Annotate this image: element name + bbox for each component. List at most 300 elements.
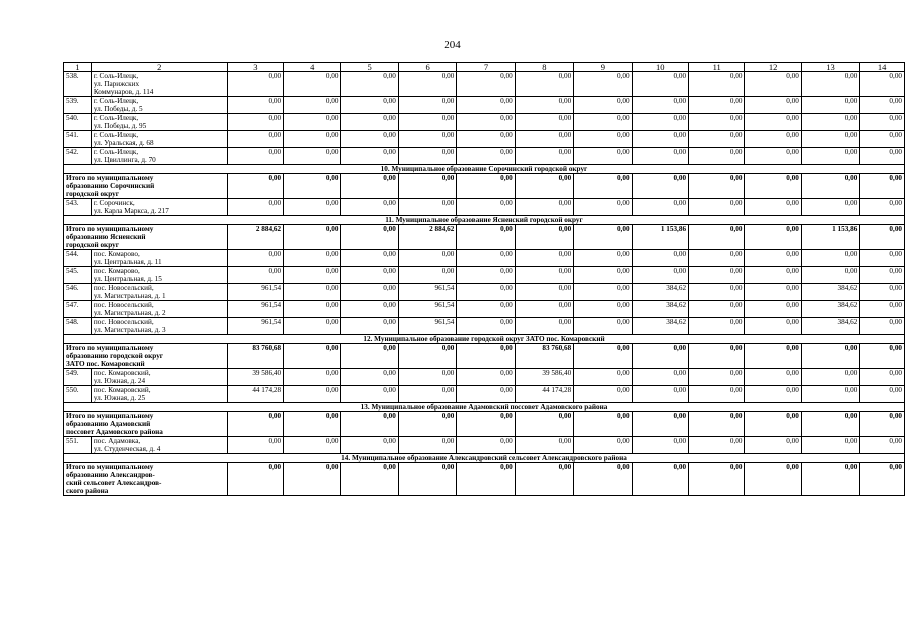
value-cell: 0,00: [341, 250, 398, 267]
value-cell: 0,00: [398, 72, 456, 97]
value-cell: 0,00: [745, 148, 801, 165]
value-cell: 0,00: [574, 463, 632, 496]
cell-line: г. Соль-Илецк,: [93, 131, 139, 139]
value-cell: 0,00: [284, 284, 341, 301]
row-number: 544.: [64, 250, 92, 267]
cell-line: пос. Новосельский,: [93, 318, 154, 326]
value-cell: 0,00: [574, 284, 632, 301]
value-cell: 0,00: [457, 97, 515, 114]
value-cell: 0,00: [227, 250, 284, 267]
value-cell: 0,00: [574, 174, 632, 199]
cell-line: ЗАТО пос. Комаровский: [66, 360, 145, 368]
value-cell: 0,00: [632, 369, 689, 386]
value-cell: 0,00: [398, 250, 456, 267]
cell-line: пос. Комаровский,: [93, 369, 151, 377]
value-cell: 0,00: [860, 225, 905, 250]
value-cell: 0,00: [227, 412, 284, 437]
value-cell: 0,00: [341, 412, 398, 437]
value-cell: 0,00: [801, 131, 859, 148]
value-cell: 0,00: [860, 437, 905, 454]
row-number: 548.: [64, 318, 92, 335]
value-cell: 0,00: [341, 225, 398, 250]
value-cell: 0,00: [284, 174, 341, 199]
section-title: 14. Муниципальное образование Александровский сельсовет Александровского района: [64, 454, 905, 463]
cell-line: ул. Центральная, д. 11: [93, 258, 162, 266]
row-number: 549.: [64, 369, 92, 386]
value-cell: 0,00: [227, 463, 284, 496]
section-title: 12. Муниципальное образование городской округ ЗАТО пос. Комаровский: [64, 335, 905, 344]
table-row: [64, 250, 905, 267]
cell-line: образованию Сорочинский: [66, 182, 155, 190]
column-header: 4: [284, 63, 341, 72]
value-cell: 0,00: [574, 437, 632, 454]
value-cell: 0,00: [801, 386, 859, 403]
cell-line: ул. Южная, д. 25: [93, 394, 146, 402]
address-cell: [91, 148, 227, 165]
value-cell: 0,00: [398, 463, 456, 496]
value-cell: 0,00: [860, 148, 905, 165]
value-cell: 0,00: [689, 250, 745, 267]
table-row: [64, 114, 905, 131]
value-cell: 83 760,68: [515, 344, 573, 369]
table-row: [64, 369, 905, 386]
value-cell: 0,00: [457, 369, 515, 386]
value-cell: 0,00: [860, 344, 905, 369]
value-cell: 0,00: [860, 114, 905, 131]
value-cell: 0,00: [860, 301, 905, 318]
value-cell: 0,00: [745, 174, 801, 199]
value-cell: 961,54: [227, 301, 284, 318]
value-cell: 0,00: [284, 225, 341, 250]
value-cell: 0,00: [632, 148, 689, 165]
total-row: [64, 225, 905, 250]
value-cell: 39 586,40: [227, 369, 284, 386]
cell-line: г. Соль-Илецк,: [93, 148, 139, 156]
value-cell: 0,00: [398, 369, 456, 386]
table-row: [64, 437, 905, 454]
column-header: 8: [515, 63, 573, 72]
value-cell: 0,00: [398, 174, 456, 199]
cell-line: образованию Ясненский: [66, 233, 146, 241]
cell-line: Итого по муниципальному: [66, 463, 154, 471]
value-cell: 0,00: [341, 267, 398, 284]
cell-line: пос. Комаровский,: [93, 386, 151, 394]
value-cell: 384,62: [632, 318, 689, 335]
value-cell: 0,00: [457, 412, 515, 437]
address-cell: [91, 250, 227, 267]
column-header: 1: [64, 63, 92, 72]
value-cell: 0,00: [745, 72, 801, 97]
value-cell: 0,00: [801, 174, 859, 199]
address-cell: [91, 114, 227, 131]
section-header-row: [64, 454, 905, 463]
value-cell: 0,00: [574, 386, 632, 403]
value-cell: 0,00: [341, 369, 398, 386]
value-cell: 384,62: [632, 284, 689, 301]
cell-line: Коммунаров, д. 114: [93, 88, 154, 96]
value-cell: 0,00: [801, 148, 859, 165]
column-header: 12: [745, 63, 801, 72]
value-cell: 0,00: [398, 386, 456, 403]
section-header-row: [64, 216, 905, 225]
value-cell: 0,00: [341, 284, 398, 301]
address-cell: [91, 199, 227, 216]
value-cell: 0,00: [632, 463, 689, 496]
value-cell: 0,00: [860, 318, 905, 335]
table-row: [64, 301, 905, 318]
value-cell: 0,00: [284, 412, 341, 437]
value-cell: 0,00: [574, 114, 632, 131]
value-cell: 0,00: [860, 131, 905, 148]
cell-line: пос. Комарово,: [93, 267, 140, 275]
value-cell: 0,00: [745, 284, 801, 301]
value-cell: 0,00: [284, 250, 341, 267]
cell-line: пос. Адамовка,: [93, 437, 141, 445]
cell-line: пос. Комарово,: [93, 250, 140, 258]
value-cell: 0,00: [745, 131, 801, 148]
value-cell: 0,00: [398, 267, 456, 284]
data-table: [63, 62, 905, 496]
value-cell: 0,00: [801, 199, 859, 216]
cell-line: Итого по муниципальному: [66, 174, 154, 182]
value-cell: 0,00: [284, 318, 341, 335]
value-cell: 0,00: [515, 148, 573, 165]
table-row: [64, 386, 905, 403]
cell-line: городской округ: [66, 190, 119, 198]
cell-line: ского района: [66, 487, 109, 495]
total-label: [64, 344, 228, 369]
value-cell: 0,00: [284, 114, 341, 131]
value-cell: 0,00: [515, 437, 573, 454]
value-cell: 0,00: [689, 97, 745, 114]
cell-line: ул. Цвиллинга, д. 70: [93, 156, 156, 164]
total-label: [64, 463, 228, 496]
value-cell: 0,00: [745, 344, 801, 369]
value-cell: 0,00: [689, 386, 745, 403]
column-header: 9: [574, 63, 632, 72]
cell-line: ул. Победы, д. 5: [93, 105, 143, 113]
cell-line: ул. Парижских: [93, 80, 140, 88]
value-cell: 0,00: [574, 344, 632, 369]
value-cell: 0,00: [632, 250, 689, 267]
value-cell: 0,00: [284, 301, 341, 318]
column-header: 7: [457, 63, 515, 72]
value-cell: 44 174,28: [227, 386, 284, 403]
value-cell: 0,00: [574, 412, 632, 437]
section-header-row: [64, 165, 905, 174]
value-cell: 0,00: [457, 267, 515, 284]
cell-line: ул. Центральная, д. 15: [93, 275, 162, 283]
value-cell: 0,00: [689, 148, 745, 165]
cell-line: Итого по муниципальному: [66, 225, 154, 233]
value-cell: 0,00: [745, 199, 801, 216]
value-cell: 0,00: [457, 131, 515, 148]
cell-line: ул. Карла Маркса, д. 217: [93, 207, 169, 215]
value-cell: 0,00: [341, 174, 398, 199]
value-cell: 0,00: [689, 114, 745, 131]
total-row: [64, 344, 905, 369]
value-cell: 0,00: [515, 225, 573, 250]
value-cell: 0,00: [745, 250, 801, 267]
cell-line: ул. Студенческая, д. 4: [93, 445, 161, 453]
table-row: [64, 131, 905, 148]
value-cell: 961,54: [227, 284, 284, 301]
value-cell: 0,00: [341, 318, 398, 335]
value-cell: 0,00: [227, 199, 284, 216]
value-cell: 0,00: [284, 437, 341, 454]
value-cell: 0,00: [515, 267, 573, 284]
value-cell: 0,00: [689, 318, 745, 335]
value-cell: 0,00: [745, 225, 801, 250]
value-cell: 0,00: [341, 72, 398, 97]
cell-line: Итого по муниципальному: [66, 412, 154, 420]
column-header: 3: [227, 63, 284, 72]
value-cell: 0,00: [689, 284, 745, 301]
value-cell: 0,00: [632, 344, 689, 369]
value-cell: 0,00: [801, 250, 859, 267]
value-cell: 0,00: [341, 344, 398, 369]
table-row: [64, 199, 905, 216]
value-cell: 0,00: [632, 412, 689, 437]
value-cell: 0,00: [632, 199, 689, 216]
value-cell: 2 884,62: [227, 225, 284, 250]
value-cell: 0,00: [457, 318, 515, 335]
table-row: [64, 267, 905, 284]
value-cell: 0,00: [745, 97, 801, 114]
value-cell: 961,54: [398, 284, 456, 301]
row-number: 547.: [64, 301, 92, 318]
value-cell: 0,00: [689, 174, 745, 199]
total-label: [64, 225, 228, 250]
value-cell: 0,00: [284, 369, 341, 386]
cell-line: ул. Уральская, д. 68: [93, 139, 154, 147]
value-cell: 0,00: [801, 437, 859, 454]
value-cell: 0,00: [227, 97, 284, 114]
value-cell: 0,00: [745, 267, 801, 284]
column-header: 2: [91, 63, 227, 72]
value-cell: 0,00: [801, 114, 859, 131]
value-cell: 0,00: [398, 412, 456, 437]
page-number: 204: [444, 39, 461, 51]
value-cell: 0,00: [801, 267, 859, 284]
row-number: 541.: [64, 131, 92, 148]
value-cell: 961,54: [398, 301, 456, 318]
value-cell: 0,00: [689, 412, 745, 437]
value-cell: 961,54: [227, 318, 284, 335]
value-cell: 0,00: [745, 463, 801, 496]
value-cell: 961,54: [398, 318, 456, 335]
value-cell: 0,00: [860, 267, 905, 284]
value-cell: 2 884,62: [398, 225, 456, 250]
value-cell: 0,00: [860, 72, 905, 97]
value-cell: 0,00: [745, 386, 801, 403]
address-cell: [91, 369, 227, 386]
value-cell: 0,00: [689, 72, 745, 97]
value-cell: 0,00: [574, 225, 632, 250]
value-cell: 0,00: [801, 72, 859, 97]
value-cell: 0,00: [284, 463, 341, 496]
address-cell: [91, 284, 227, 301]
cell-line: ул. Магистральная, д. 2: [93, 309, 166, 317]
cell-line: г. Сорочинск,: [93, 199, 135, 207]
row-number: 538.: [64, 72, 92, 97]
column-header: 10: [632, 63, 689, 72]
value-cell: 0,00: [341, 97, 398, 114]
value-cell: 0,00: [457, 199, 515, 216]
cell-line: Итого по муниципальному: [66, 344, 154, 352]
row-number: 540.: [64, 114, 92, 131]
value-cell: 0,00: [574, 72, 632, 97]
value-cell: 0,00: [341, 148, 398, 165]
value-cell: 83 760,68: [227, 344, 284, 369]
value-cell: 0,00: [860, 284, 905, 301]
value-cell: 0,00: [574, 131, 632, 148]
value-cell: 0,00: [745, 318, 801, 335]
value-cell: 0,00: [689, 437, 745, 454]
value-cell: 0,00: [745, 301, 801, 318]
value-cell: 0,00: [284, 72, 341, 97]
table-body: [64, 63, 905, 496]
value-cell: 0,00: [515, 97, 573, 114]
cell-line: г. Соль-Илецк,: [93, 97, 139, 105]
value-cell: 0,00: [398, 97, 456, 114]
table-row: [64, 97, 905, 114]
total-row: [64, 174, 905, 199]
address-cell: [91, 267, 227, 284]
value-cell: 0,00: [341, 463, 398, 496]
value-cell: 0,00: [515, 318, 573, 335]
value-cell: 0,00: [860, 174, 905, 199]
value-cell: 0,00: [801, 97, 859, 114]
cell-line: образованию Александров-: [66, 471, 155, 479]
value-cell: 0,00: [227, 148, 284, 165]
value-cell: 0,00: [632, 437, 689, 454]
address-cell: [91, 301, 227, 318]
value-cell: 0,00: [860, 199, 905, 216]
value-cell: 0,00: [860, 412, 905, 437]
value-cell: 0,00: [284, 386, 341, 403]
total-row: [64, 412, 905, 437]
value-cell: 0,00: [801, 369, 859, 386]
value-cell: 0,00: [801, 463, 859, 496]
row-number: 545.: [64, 267, 92, 284]
value-cell: 0,00: [860, 386, 905, 403]
value-cell: 0,00: [398, 437, 456, 454]
value-cell: 0,00: [227, 72, 284, 97]
value-cell: 0,00: [632, 131, 689, 148]
value-cell: 0,00: [398, 114, 456, 131]
value-cell: 0,00: [745, 114, 801, 131]
value-cell: 0,00: [515, 412, 573, 437]
value-cell: 0,00: [284, 148, 341, 165]
value-cell: 0,00: [515, 114, 573, 131]
value-cell: 0,00: [801, 412, 859, 437]
value-cell: 0,00: [457, 72, 515, 97]
value-cell: 0,00: [227, 174, 284, 199]
value-cell: 0,00: [457, 437, 515, 454]
section-title: 10. Муниципальное образование Сорочинский городской округ: [64, 165, 905, 174]
cell-line: ул. Победы, д. 95: [93, 122, 147, 130]
row-number: 543.: [64, 199, 92, 216]
value-cell: 384,62: [632, 301, 689, 318]
value-cell: 384,62: [801, 284, 859, 301]
value-cell: 0,00: [341, 131, 398, 148]
value-cell: 0,00: [341, 114, 398, 131]
value-cell: 0,00: [689, 463, 745, 496]
value-cell: 0,00: [745, 437, 801, 454]
section-title: 11. Муниципальное образование Ясненский городской округ: [64, 216, 905, 225]
value-cell: 0,00: [515, 72, 573, 97]
value-cell: 0,00: [457, 301, 515, 318]
value-cell: 0,00: [341, 437, 398, 454]
value-cell: 0,00: [689, 199, 745, 216]
total-row: [64, 463, 905, 496]
value-cell: 0,00: [574, 148, 632, 165]
value-cell: 0,00: [632, 386, 689, 403]
column-header: 6: [398, 63, 456, 72]
value-cell: 39 586,40: [515, 369, 573, 386]
value-cell: 1 153,86: [801, 225, 859, 250]
value-cell: 0,00: [689, 267, 745, 284]
value-cell: 0,00: [574, 97, 632, 114]
value-cell: 0,00: [574, 369, 632, 386]
value-cell: 0,00: [398, 148, 456, 165]
value-cell: 0,00: [457, 225, 515, 250]
value-cell: 0,00: [801, 344, 859, 369]
value-cell: 0,00: [574, 301, 632, 318]
value-cell: 0,00: [689, 369, 745, 386]
value-cell: 0,00: [341, 301, 398, 318]
value-cell: 0,00: [515, 284, 573, 301]
value-cell: 0,00: [227, 267, 284, 284]
value-cell: 0,00: [457, 344, 515, 369]
section-header-row: [64, 403, 905, 412]
row-number: 546.: [64, 284, 92, 301]
value-cell: 0,00: [632, 72, 689, 97]
column-header: 11: [689, 63, 745, 72]
value-cell: 1 153,86: [632, 225, 689, 250]
total-label: [64, 174, 228, 199]
cell-line: ул. Магистральная, д. 1: [93, 292, 166, 300]
row-number: 551.: [64, 437, 92, 454]
cell-line: образованию городской округ: [66, 352, 164, 360]
table-row: [64, 284, 905, 301]
section-title: 13. Муниципальное образование Адамовский поссовет Адамовского района: [64, 403, 905, 412]
table-row: [64, 318, 905, 335]
cell-line: пос. Новосельский,: [93, 284, 154, 292]
value-cell: 0,00: [515, 199, 573, 216]
value-cell: 0,00: [574, 250, 632, 267]
value-cell: 0,00: [515, 131, 573, 148]
table-row: [64, 148, 905, 165]
cell-line: ул. Южная, д. 24: [93, 377, 146, 385]
row-number: 542.: [64, 148, 92, 165]
value-cell: 0,00: [689, 344, 745, 369]
value-cell: 44 174,28: [515, 386, 573, 403]
value-cell: 0,00: [689, 131, 745, 148]
value-cell: 0,00: [398, 199, 456, 216]
value-cell: 0,00: [574, 318, 632, 335]
value-cell: 0,00: [860, 369, 905, 386]
value-cell: 0,00: [515, 250, 573, 267]
value-cell: 0,00: [284, 97, 341, 114]
value-cell: 0,00: [457, 386, 515, 403]
value-cell: 0,00: [227, 131, 284, 148]
value-cell: 0,00: [398, 131, 456, 148]
value-cell: 0,00: [632, 174, 689, 199]
value-cell: 0,00: [227, 114, 284, 131]
value-cell: 0,00: [284, 344, 341, 369]
